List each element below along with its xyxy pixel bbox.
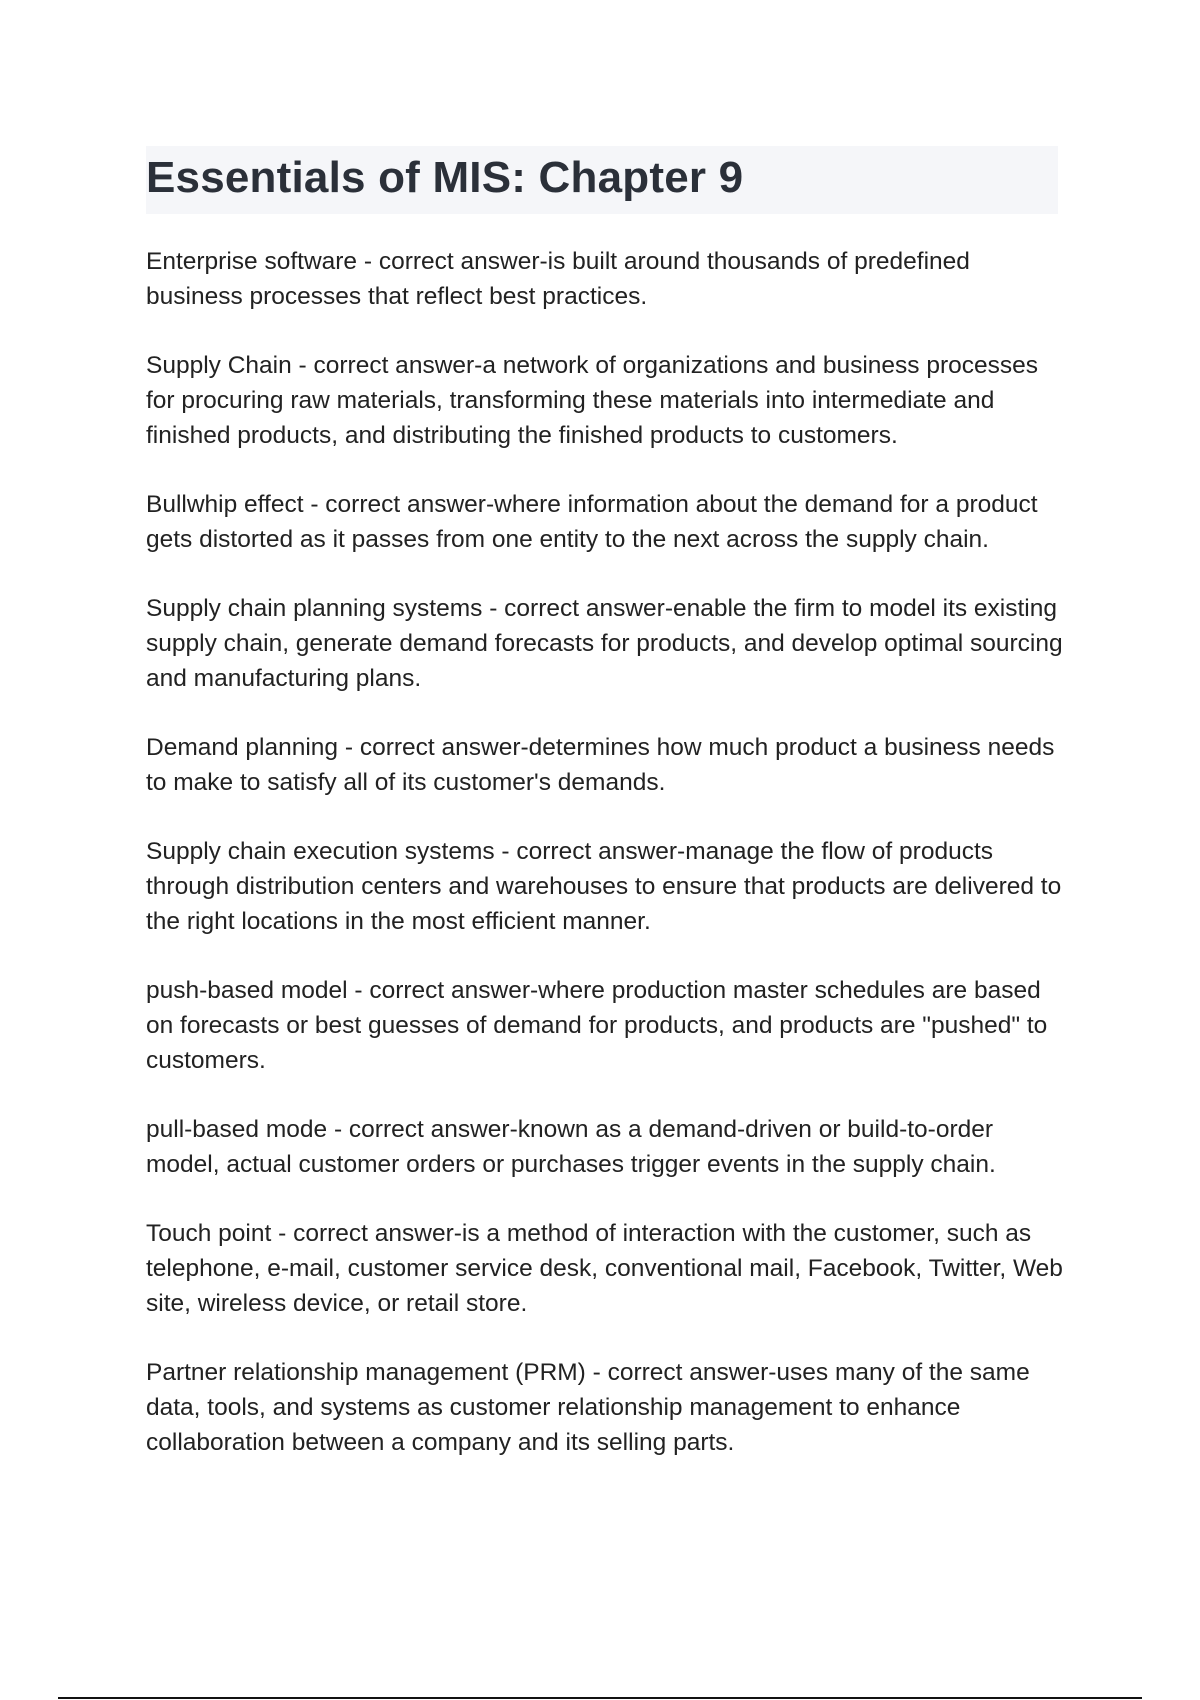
entry-supply-chain-planning-systems: Supply chain planning systems - correct answer-enable the firm to model its existing supply chain, generate demand forecasts for products, and develop optimal sourcing and manufacturing plans. (146, 595, 1063, 692)
page-bottom-divider (58, 1697, 1142, 1699)
flashcard-list (146, 244, 1066, 1494)
entry-supply-chain-execution-systems: Supply chain execution systems - correct answer-manage the flow of products through distribution centers and warehouses to ensure that products are delivered to the right locations in the most efficient manner. (146, 838, 1062, 935)
entry-demand-planning: Demand planning - correct answer-determines how much product a business needs to make to satisfy all of its customer's demands. (146, 734, 1055, 796)
title-banner (146, 146, 1058, 214)
entry-touch-point: Touch point - correct answer-is a method of interaction with the customer, such as telephone, e-mail, customer service desk, conventional mail, Facebook, Twitter, Web site, wireless device, or retail store. (146, 1220, 1063, 1317)
page-title: Essentials of MIS: Chapter 9 (146, 153, 744, 202)
entry-supply-chain: Supply Chain - correct answer-a network of organizations and business processes for procuring raw materials, transforming these materials into intermediate and finished products, and distributing the finished products to customers. (146, 352, 1038, 449)
entry-enterprise-software: Enterprise software - correct answer-is built around thousands of predefined business processes that reflect best practices. (146, 248, 970, 310)
entry-partner-relationship-management: Partner relationship management (PRM) - correct answer-uses many of the same data, tools, and systems as customer relationship management to enhance collaboration between a company and its selling parts. (146, 1359, 1030, 1456)
entry-bullwhip-effect: Bullwhip effect - correct answer-where information about the demand for a product gets distorted as it passes from one entity to the next across the supply chain. (146, 491, 1038, 553)
entry-push-based-model: push-based model - correct answer-where production master schedules are based on forecasts or best guesses of demand for products, and products are "pushed" to customers. (146, 977, 1048, 1074)
entry-pull-based-mode: pull-based mode - correct answer-known as a demand-driven or build-to-order model, actual customer orders or purchases trigger events in the supply chain. (146, 1116, 996, 1178)
